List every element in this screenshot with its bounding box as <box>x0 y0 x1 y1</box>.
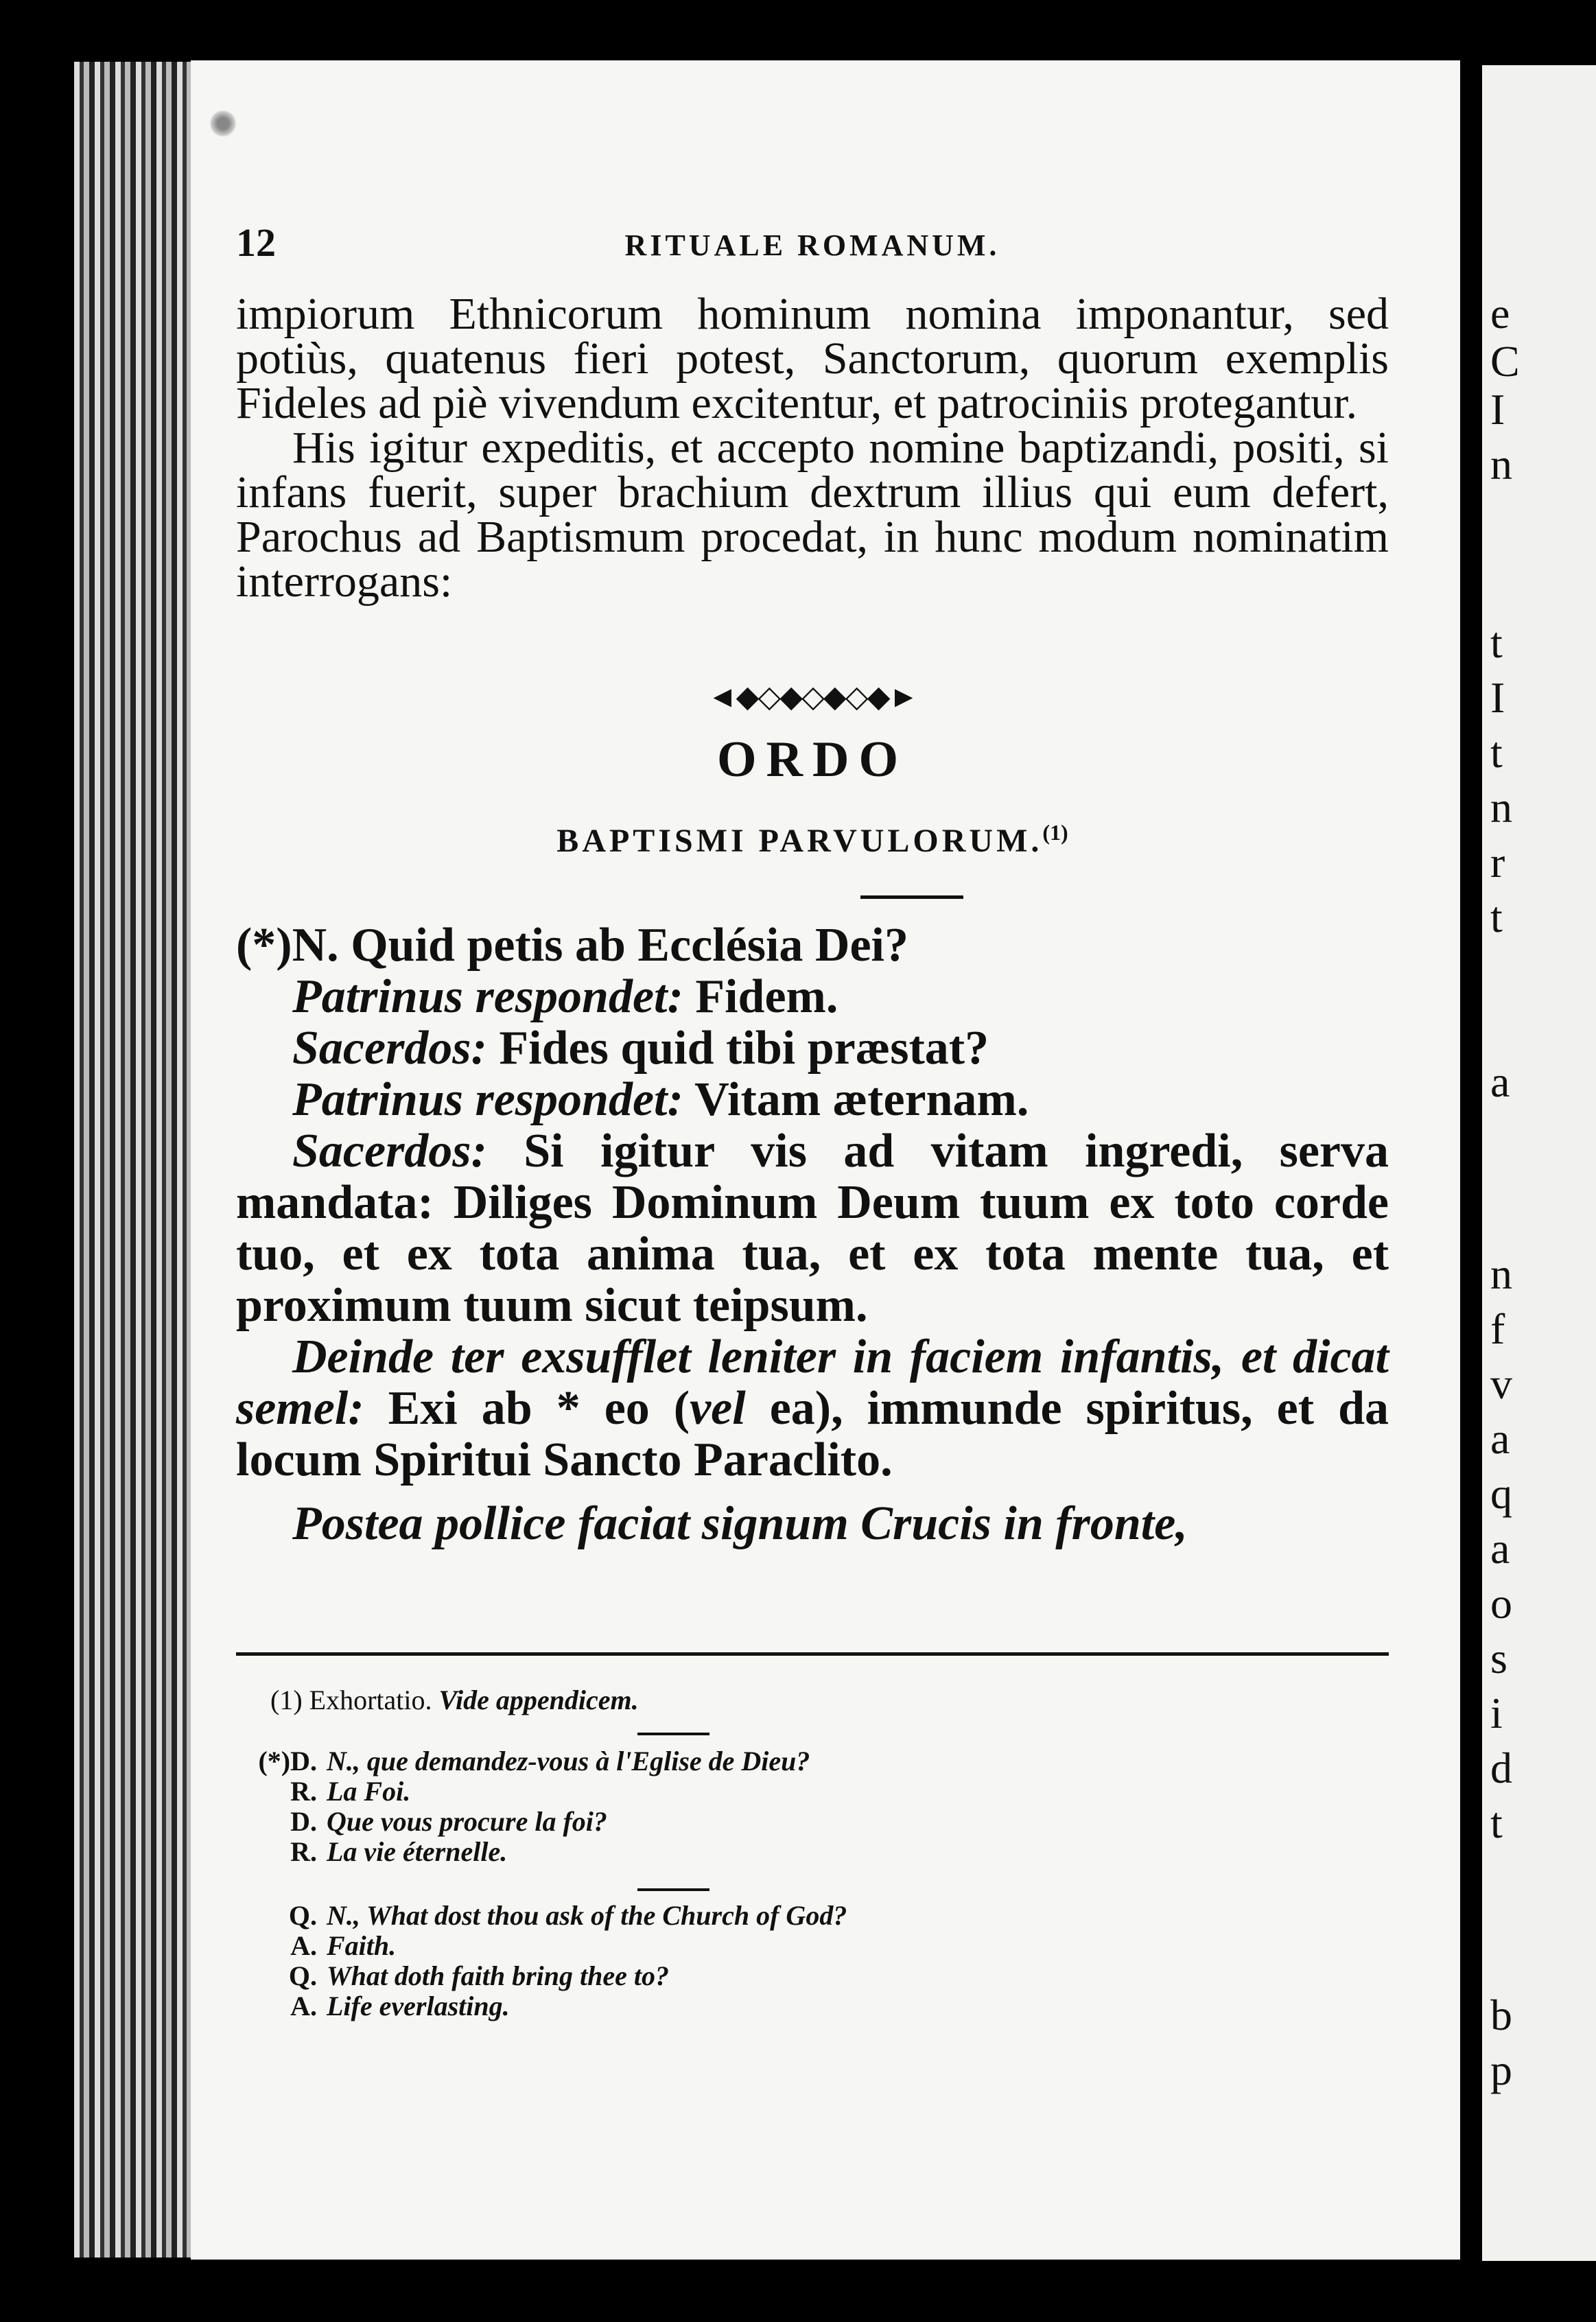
facing-page-letter: I <box>1490 385 1505 434</box>
english-line-4: A. Life everlasting. <box>290 1991 510 2021</box>
question-2 <box>236 1022 1389 1074</box>
question-2-text: Fides quid tibi præstat? <box>499 1022 989 1075</box>
exorcism <box>236 1331 1389 1486</box>
exorcism-text-b: ea), immunde spiritus, et da locum Spiritui Sancto Paraclito. <box>236 1382 1389 1486</box>
facing-page-letter: a <box>1490 1057 1510 1106</box>
facing-page-letter: a <box>1490 1524 1510 1573</box>
question-1 <box>236 919 1389 971</box>
facing-page-letter: t <box>1490 893 1503 941</box>
intro-paragraph-2: His igitur expeditis, et accepto nomine baptizandi, positi, si infans fuerit, super brachium dextrum illius qui eum defert, Parochus ad Baptismum procedat, in hunc modum nominatim interrogans: <box>236 423 1389 607</box>
facing-page-letter: v <box>1490 1359 1512 1408</box>
footnote-rule <box>236 1652 1389 1656</box>
facing-page-letter: n <box>1490 440 1512 489</box>
section-subtitle <box>236 820 1389 860</box>
facing-page-letter: p <box>1490 2045 1512 2094</box>
exorcism-vel: vel <box>690 1382 746 1435</box>
footnote-1-mark: (1) <box>270 1685 303 1715</box>
footnote-1-text: Exhortatio. <box>309 1685 432 1715</box>
facing-page-letter: o <box>1490 1579 1512 1628</box>
english-line-2: A. Faith. <box>290 1930 397 1961</box>
facing-page-letter: n <box>1490 783 1512 832</box>
facing-page-letter: f <box>1490 1304 1505 1353</box>
facing-page-letter: e <box>1490 289 1510 338</box>
french-line-2: R. La Foi. <box>290 1776 411 1807</box>
footnote-divider-2 <box>637 1888 709 1891</box>
question-3-label: Sacerdos: <box>292 1125 487 1177</box>
response-2-label: Patrinus respondet: <box>292 1073 683 1126</box>
footnote-1-italic: Vide appendicem. <box>438 1685 639 1715</box>
exorcism-text-a: Exi ab * eo ( <box>388 1382 690 1435</box>
french-line-4: R. La vie éternelle. <box>290 1836 508 1867</box>
response-2 <box>236 1074 1389 1125</box>
facing-page-letter: n <box>1490 1250 1512 1298</box>
footnote-divider-1 <box>637 1733 709 1735</box>
baptism-dialogue <box>236 919 1389 1549</box>
response-1-label: Patrinus respondet: <box>292 970 683 1023</box>
page-number: 12 <box>236 220 276 265</box>
question-mark-label: (*)N. <box>236 919 339 972</box>
intro-text <box>236 289 1389 607</box>
response-1 <box>236 971 1389 1022</box>
running-title: RITUALE ROMANUM. <box>624 228 1000 262</box>
facing-page-letter: t <box>1490 1798 1503 1847</box>
rubric-2: Postea pollice faciat signum Crucis in fronte, <box>292 1497 1188 1550</box>
french-line-1: (*)D. N., que demandez-vous à l'Eglise de Dieu? <box>258 1746 810 1776</box>
question-3 <box>236 1125 1389 1331</box>
short-rule <box>860 895 963 899</box>
footnote-ref: (1) <box>1042 820 1068 845</box>
facing-page-letter: s <box>1490 1634 1507 1682</box>
response-1-text: Fidem. <box>695 970 838 1023</box>
facing-page-letter: b <box>1490 1991 1512 2039</box>
running-head <box>236 220 1389 268</box>
question-3-text: Si igitur vis ad vitam ingredi, serva mandata: Diliges Dominum Deum tuum ex toto corde tuo, et ex tota anima tua, et ex tota mente tua, et proximum tuum sicut teipsum. <box>236 1125 1389 1332</box>
page-edges <box>74 62 191 2258</box>
intro-paragraph-1: impiorum Ethnicorum hominum nomina imponantur, sed potiùs, quatenus fieri potest, Sanctorum, quorum exemplis Fideles ad piè vivendum excitentur, et patrociniis protegantur. <box>236 289 1389 428</box>
question-2-label: Sacerdos: <box>292 1022 487 1075</box>
facing-page-letter: i <box>1490 1689 1503 1737</box>
section-subtitle-text: BAPTISMI PARVULORUM. <box>556 823 1043 859</box>
ornament-divider: ◄◆◇◆◇◆◇◆► <box>707 680 917 714</box>
footnote-1 <box>270 1685 639 1715</box>
english-line-1: Q. N., What dost thou ask of the Church of God? <box>288 1900 847 1931</box>
facing-page-letter: a <box>1490 1414 1510 1463</box>
rubric-1: Deinde ter exsufflet leniter in faciem infantis, et dicat semel: <box>236 1330 1389 1435</box>
french-line-3: D. Que vous procure la foi? <box>290 1806 607 1837</box>
facing-page-letter: d <box>1490 1744 1512 1792</box>
facing-page-letter: C <box>1490 337 1520 386</box>
page-content <box>236 0 1389 2322</box>
response-2-text: Vitam æternam. <box>694 1073 1029 1126</box>
english-translation <box>236 1901 847 2021</box>
facing-page-letter: I <box>1490 673 1505 722</box>
facing-page-edge <box>1482 65 1596 2261</box>
facing-page-letter: q <box>1490 1469 1512 1518</box>
paper-blemish <box>209 110 237 137</box>
facing-page-letter: t <box>1490 618 1503 667</box>
english-line-3: Q. What doth faith bring thee to? <box>288 1960 669 1991</box>
facing-page-letter: r <box>1490 838 1505 887</box>
question-1-text: Quid petis ab Ecclésia Dei? <box>351 919 908 972</box>
section-title: ORDO <box>717 731 908 788</box>
french-translation <box>236 1746 810 1867</box>
facing-page-letter: t <box>1490 728 1503 777</box>
